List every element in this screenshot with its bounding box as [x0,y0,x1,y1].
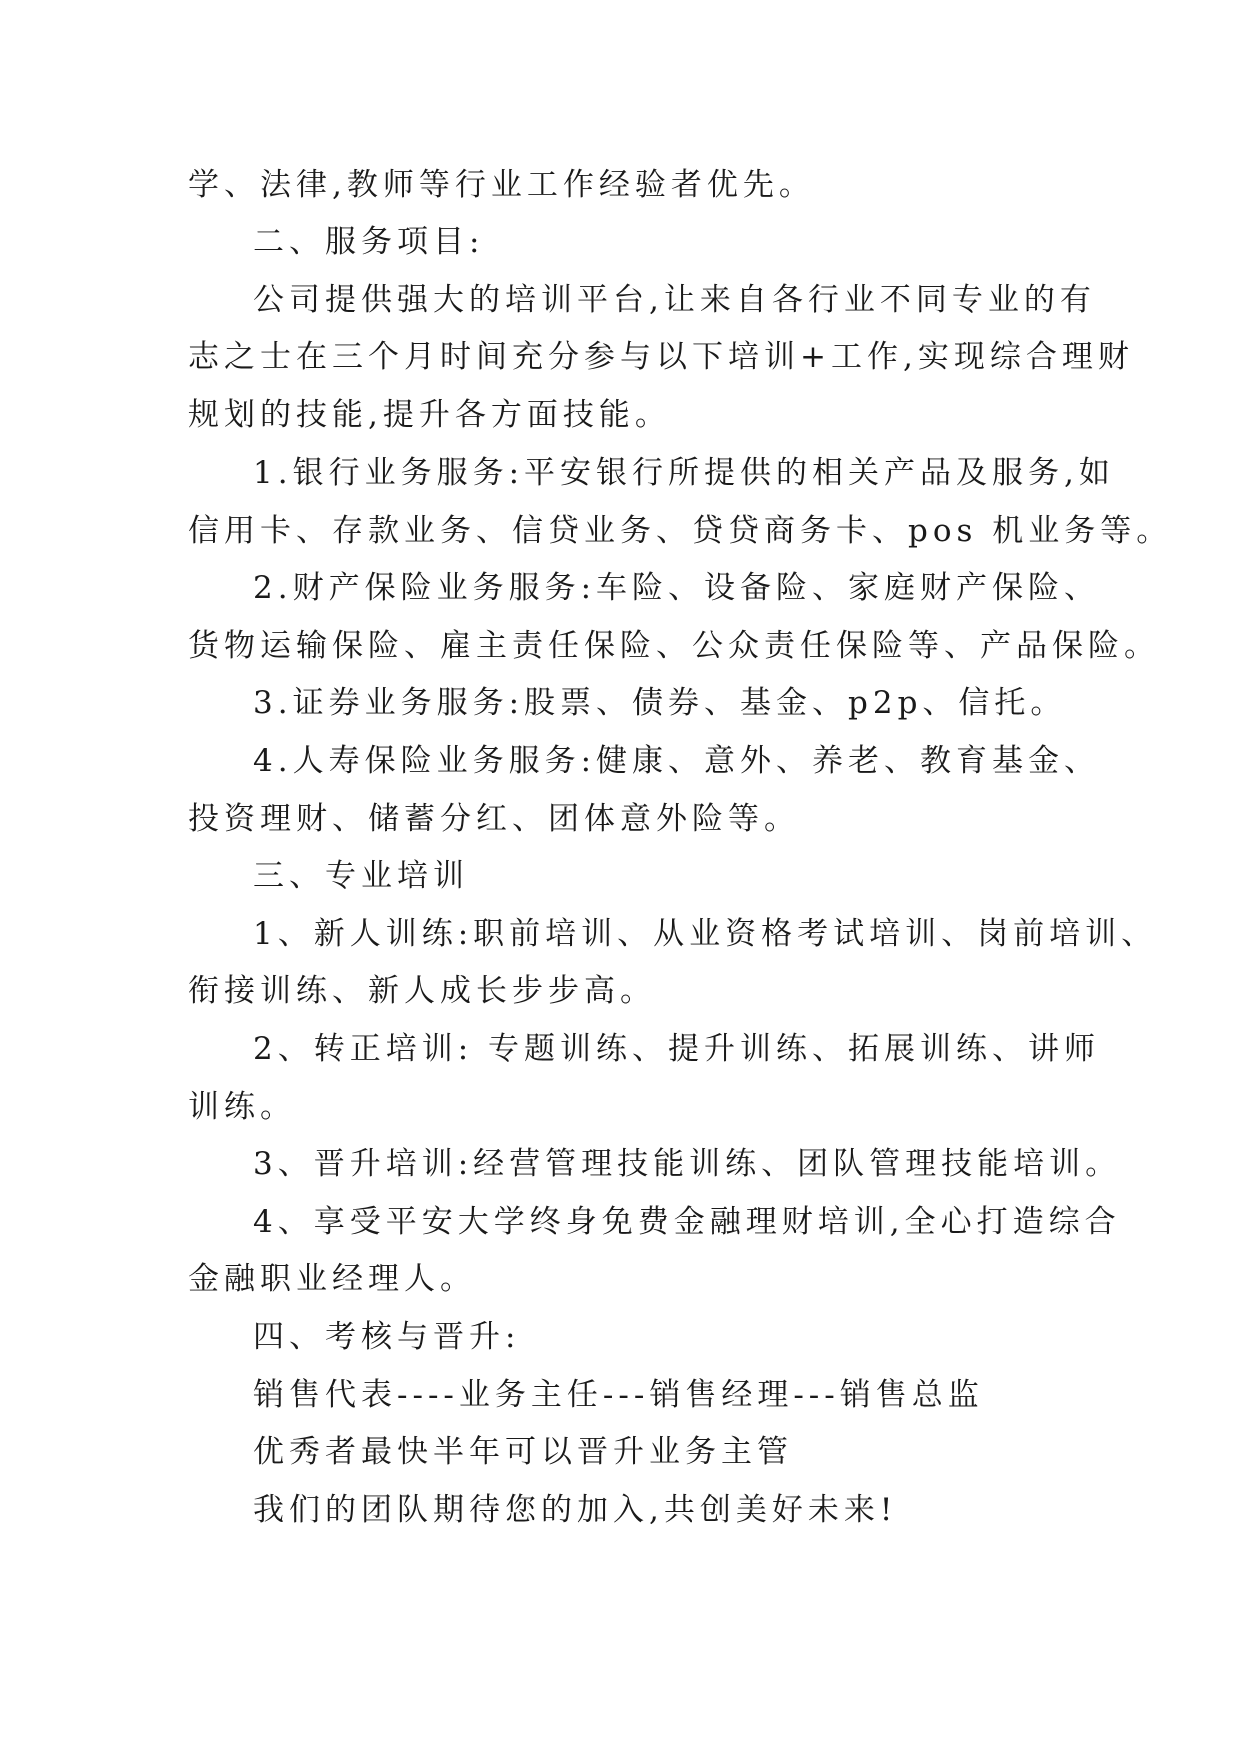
section-heading-training: 三、专业培训 [253,858,469,894]
text-line: 货物运输保险、雇主责任保险、公众责任保险等、产品保险。 [188,628,1160,664]
text-line: 规划的技能,提升各方面技能。 [188,397,671,433]
list-item: 4、享受平安大学终身免费金融理财培训,全心打造综合 [253,1204,1121,1240]
list-item: 1.银行业务服务:平安银行所提供的相关产品及服务,如 [253,455,1115,491]
text-line: 学、法律,教师等行业工作经验者优先。 [188,167,815,203]
text-line: 我们的团队期待您的加入,共创美好未来! [253,1492,898,1528]
text-line: 优秀者最快半年可以晋升业务主管 [253,1434,793,1470]
text-line: 训练。 [188,1089,296,1125]
text-line: 销售代表----业务主任---销售经理---销售总监 [253,1377,984,1413]
list-item: 4.人寿保险业务服务:健康、意外、养老、教育基金、 [253,743,1101,779]
text-line: 金融职业经理人。 [188,1261,476,1297]
text-line: 公司提供强大的培训平台,让来自各行业不同专业的有 [253,282,1096,318]
text-line: 投资理财、储蓄分红、团体意外险等。 [188,801,800,837]
text-line: 衔接训练、新人成长步步高。 [188,973,656,1009]
text-line: 志之士在三个月时间充分参与以下培训+工作,实现综合理财 [188,339,1134,375]
list-item: 1、新人训练:职前培训、从业资格考试培训、岗前培训、 [253,916,1158,952]
text-line: 信用卡、存款业务、信贷业务、贷贷商务卡、pos 机业务等。 [188,513,1173,549]
section-heading-services: 二、服务项目: [253,224,485,260]
list-item: 2、转正培训: 专题训练、提升训练、拓展训练、讲师 [253,1031,1101,1067]
list-item: 3.证券业务服务:股票、债券、基金、p2p、信托。 [253,685,1067,721]
list-item: 2.财产保险业务服务:车险、设备险、家庭财产保险、 [253,570,1101,606]
list-item: 3、晋升培训:经营管理技能训练、团队管理技能培训。 [253,1146,1122,1182]
section-heading-promotion: 四、考核与晋升: [253,1319,521,1355]
